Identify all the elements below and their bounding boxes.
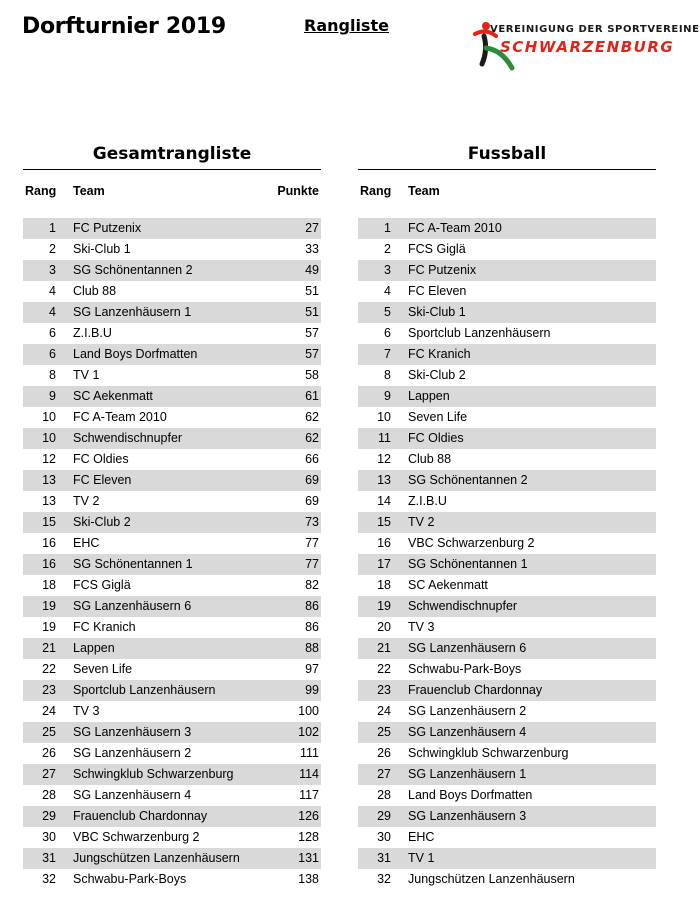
team-cell: Ski-Club 1 [73, 242, 131, 256]
table-row [23, 743, 321, 764]
rank-cell: 9 [49, 389, 56, 403]
rank-cell: 6 [49, 326, 56, 340]
overall-rows [23, 218, 321, 890]
rank-cell: 31 [377, 851, 391, 865]
rank-cell: 19 [42, 620, 56, 634]
rank-cell: 13 [377, 473, 391, 487]
rank-cell: 6 [49, 347, 56, 361]
points-cell: 33 [305, 242, 319, 256]
table-row [23, 407, 321, 428]
table-row [23, 554, 321, 575]
points-cell: 128 [298, 830, 319, 844]
points-cell: 57 [305, 326, 319, 340]
table-row [358, 407, 656, 428]
rank-cell: 31 [42, 851, 56, 865]
points-cell: 138 [298, 872, 319, 886]
team-cell: FC Oldies [73, 452, 129, 466]
table-row [23, 218, 321, 239]
team-cell: Ski-Club 2 [408, 368, 466, 382]
rank-cell: 29 [377, 809, 391, 823]
table-row [358, 470, 656, 491]
team-cell: Sportclub Lanzenhäusern [73, 683, 216, 697]
points-cell: 51 [305, 305, 319, 319]
points-cell: 49 [305, 263, 319, 277]
table-row [358, 281, 656, 302]
table-row [358, 869, 656, 890]
table-row [358, 365, 656, 386]
team-cell: SG Lanzenhäusern 3 [408, 809, 527, 823]
rank-cell: 1 [384, 221, 391, 235]
team-cell: VBC Schwarzenburg 2 [73, 830, 200, 844]
table-row [23, 575, 321, 596]
football-ranking-table [358, 144, 656, 890]
rank-cell: 3 [49, 263, 56, 277]
table-row [358, 785, 656, 806]
points-cell: 62 [305, 410, 319, 424]
team-cell: TV 1 [408, 851, 435, 865]
points-cell: 114 [299, 767, 319, 781]
rank-column-header: Rang [360, 184, 392, 198]
team-cell: SC Aekenmatt [73, 389, 153, 403]
table-row [23, 617, 321, 638]
rank-cell: 8 [384, 368, 391, 382]
team-cell: Seven Life [73, 662, 133, 676]
table-row [358, 554, 656, 575]
rank-cell: 10 [42, 410, 56, 424]
table-row [358, 575, 656, 596]
team-cell: SG Lanzenhäusern 2 [73, 746, 192, 760]
rank-cell: 27 [42, 767, 56, 781]
table-row [358, 428, 656, 449]
team-cell: TV 2 [408, 515, 435, 529]
team-cell: FC Kranich [73, 620, 136, 634]
table-row [23, 302, 321, 323]
table-row [23, 659, 321, 680]
rank-cell: 1 [49, 221, 56, 235]
table-row [358, 743, 656, 764]
table-row [23, 848, 321, 869]
rank-cell: 2 [49, 242, 56, 256]
team-cell: SG Lanzenhäusern 3 [73, 725, 192, 739]
points-cell: 100 [298, 704, 319, 718]
team-cell: Schwingklub Schwarzenburg [73, 767, 234, 781]
rank-cell: 23 [42, 683, 56, 697]
points-cell: 57 [305, 347, 319, 361]
rank-cell: 29 [42, 809, 56, 823]
logo-text-line2: SCHWARZENBURG [500, 38, 675, 56]
rank-cell: 24 [377, 704, 391, 718]
team-cell: TV 1 [73, 368, 100, 382]
table-row [358, 596, 656, 617]
rank-cell: 18 [42, 578, 56, 592]
team-cell: Seven Life [408, 410, 468, 424]
table-row [23, 785, 321, 806]
rank-cell: 19 [377, 599, 391, 613]
team-cell: Frauenclub Chardonnay [408, 683, 543, 697]
football-ranking-title: Fussball [358, 144, 656, 170]
table-row [23, 470, 321, 491]
table-row [23, 281, 321, 302]
points-cell: 73 [305, 515, 319, 529]
page-subtitle: Rangliste [304, 16, 389, 35]
table-row [358, 701, 656, 722]
table-row [358, 848, 656, 869]
team-column-header: Team [73, 184, 105, 198]
table-row [23, 386, 321, 407]
rank-cell: 32 [42, 872, 56, 886]
table-row [23, 596, 321, 617]
team-cell: SG Schönentannen 1 [73, 557, 193, 571]
rank-cell: 8 [49, 368, 56, 382]
table-row [23, 806, 321, 827]
team-cell: TV 3 [408, 620, 435, 634]
points-cell: 77 [305, 536, 319, 550]
team-cell: SG Lanzenhäusern 6 [408, 641, 527, 655]
team-cell: FC Eleven [408, 284, 467, 298]
overall-ranking-table [23, 144, 321, 890]
team-cell: TV 2 [73, 494, 100, 508]
points-cell: 77 [305, 557, 319, 571]
table-row [358, 617, 656, 638]
rank-cell: 16 [42, 536, 56, 550]
table-row [358, 260, 656, 281]
rank-cell: 27 [377, 767, 391, 781]
rank-cell: 5 [384, 305, 391, 319]
table-row [23, 722, 321, 743]
rank-cell: 13 [42, 473, 56, 487]
rank-cell: 12 [42, 452, 56, 466]
rank-cell: 20 [377, 620, 391, 634]
team-cell: Z.I.B.U [73, 326, 112, 340]
points-cell: 69 [305, 473, 319, 487]
rank-cell: 19 [42, 599, 56, 613]
team-cell: EHC [73, 536, 100, 550]
team-cell: Land Boys Dorfmatten [73, 347, 198, 361]
rank-cell: 26 [377, 746, 391, 760]
team-cell: Club 88 [73, 284, 117, 298]
table-row [23, 323, 321, 344]
rank-cell: 28 [377, 788, 391, 802]
rank-cell: 21 [42, 641, 56, 655]
table-row [358, 533, 656, 554]
table-row [23, 239, 321, 260]
rank-cell: 14 [377, 494, 391, 508]
team-column-header: Team [408, 184, 440, 198]
rank-cell: 12 [377, 452, 391, 466]
rank-cell: 22 [42, 662, 56, 676]
rank-cell: 4 [49, 284, 56, 298]
table-row [23, 680, 321, 701]
team-cell: Jungschützen Lanzenhäusern [408, 872, 575, 886]
rank-cell: 6 [384, 326, 391, 340]
table-row [358, 449, 656, 470]
table-row [23, 365, 321, 386]
points-cell: 61 [305, 389, 319, 403]
team-cell: SG Lanzenhäusern 1 [73, 305, 192, 319]
page-title: Dorfturnier 2019 [22, 14, 226, 39]
team-cell: Land Boys Dorfmatten [408, 788, 533, 802]
team-cell: Lappen [408, 389, 450, 403]
points-cell: 111 [299, 746, 319, 760]
points-cell: 82 [305, 578, 319, 592]
team-cell: FC Kranich [408, 347, 471, 361]
table-row [23, 260, 321, 281]
table-row [358, 239, 656, 260]
points-cell: 69 [305, 494, 319, 508]
overall-ranking-title: Gesamtrangliste [23, 144, 321, 170]
points-cell: 88 [305, 641, 319, 655]
table-row [23, 491, 321, 512]
rank-column-header: Rang [25, 184, 57, 198]
table-row [23, 638, 321, 659]
team-cell: SG Lanzenhäusern 4 [408, 725, 527, 739]
rank-cell: 13 [42, 494, 56, 508]
team-cell: Ski-Club 1 [408, 305, 466, 319]
points-cell: 62 [305, 431, 319, 445]
points-cell: 126 [298, 809, 319, 823]
table-row [358, 386, 656, 407]
club-logo [472, 14, 700, 72]
team-cell: Frauenclub Chardonnay [73, 809, 208, 823]
rank-cell: 2 [384, 242, 391, 256]
team-cell: SG Schönentannen 2 [408, 473, 528, 487]
team-cell: Sportclub Lanzenhäusern [408, 326, 551, 340]
table-row [358, 512, 656, 533]
table-row [358, 722, 656, 743]
table-row [358, 827, 656, 848]
table-row [358, 344, 656, 365]
table-row [23, 428, 321, 449]
points-cell: 97 [305, 662, 319, 676]
rank-cell: 23 [377, 683, 391, 697]
table-row [358, 638, 656, 659]
team-cell: FC A-Team 2010 [408, 221, 502, 235]
rank-cell: 16 [42, 557, 56, 571]
rank-cell: 21 [377, 641, 391, 655]
team-cell: SG Schönentannen 2 [73, 263, 193, 277]
rank-cell: 22 [377, 662, 391, 676]
football-rows [358, 218, 656, 890]
table-row [23, 344, 321, 365]
rank-cell: 17 [377, 557, 391, 571]
rank-cell: 4 [49, 305, 56, 319]
team-cell: Schwabu-Park-Boys [73, 872, 187, 886]
points-cell: 102 [298, 725, 319, 739]
rank-cell: 28 [42, 788, 56, 802]
table-row [358, 680, 656, 701]
team-cell: FCS Giglä [408, 242, 466, 256]
points-cell: 58 [305, 368, 319, 382]
table-row [23, 533, 321, 554]
table-row [358, 491, 656, 512]
rank-cell: 15 [42, 515, 56, 529]
table-row [23, 449, 321, 470]
team-cell: SG Lanzenhäusern 6 [73, 599, 192, 613]
rank-cell: 3 [384, 263, 391, 277]
rank-cell: 7 [384, 347, 391, 361]
logo-text-line1: VEREINIGUNG DER SPORTVEREINE [490, 24, 700, 35]
rank-cell: 18 [377, 578, 391, 592]
team-cell: SG Lanzenhäusern 2 [408, 704, 527, 718]
table-row [23, 701, 321, 722]
table-row [23, 764, 321, 785]
team-cell: SG Lanzenhäusern 4 [73, 788, 192, 802]
team-cell: Schwendischnupfer [73, 431, 183, 445]
team-cell: FC Putzenix [73, 221, 142, 235]
team-cell: FCS Giglä [73, 578, 131, 592]
points-cell: 66 [305, 452, 319, 466]
rank-cell: 32 [377, 872, 391, 886]
team-cell: TV 3 [73, 704, 100, 718]
table-row [358, 323, 656, 344]
points-cell: 131 [298, 851, 319, 865]
rank-cell: 24 [42, 704, 56, 718]
table-row [358, 659, 656, 680]
team-cell: Club 88 [408, 452, 452, 466]
rank-cell: 9 [384, 389, 391, 403]
rank-cell: 10 [377, 410, 391, 424]
rank-cell: 10 [42, 431, 56, 445]
table-row [358, 764, 656, 785]
team-cell: VBC Schwarzenburg 2 [408, 536, 535, 550]
table-row [23, 869, 321, 890]
rank-cell: 26 [42, 746, 56, 760]
rank-cell: 15 [377, 515, 391, 529]
team-cell: FC Putzenix [408, 263, 477, 277]
rank-cell: 30 [42, 830, 56, 844]
rank-cell: 25 [42, 725, 56, 739]
team-cell: FC Eleven [73, 473, 132, 487]
team-cell: Schwendischnupfer [408, 599, 518, 613]
team-cell: Schwabu-Park-Boys [408, 662, 522, 676]
team-cell: FC A-Team 2010 [73, 410, 167, 424]
points-cell: 86 [305, 599, 319, 613]
points-cell: 86 [305, 620, 319, 634]
rank-cell: 11 [378, 431, 391, 445]
points-column-header: Punkte [277, 184, 319, 198]
rank-cell: 30 [377, 830, 391, 844]
football-column-headers [358, 184, 656, 210]
table-row [23, 827, 321, 848]
team-cell: FC Oldies [408, 431, 464, 445]
team-cell: SG Schönentannen 1 [408, 557, 528, 571]
overall-column-headers [23, 184, 321, 210]
team-cell: SG Lanzenhäusern 1 [408, 767, 527, 781]
points-cell: 27 [305, 221, 319, 235]
team-cell: Z.I.B.U [408, 494, 447, 508]
points-cell: 51 [305, 284, 319, 298]
points-cell: 99 [305, 683, 319, 697]
table-row [358, 302, 656, 323]
rank-cell: 25 [377, 725, 391, 739]
rank-cell: 16 [377, 536, 391, 550]
table-row [358, 806, 656, 827]
team-cell: Schwingklub Schwarzenburg [408, 746, 569, 760]
team-cell: EHC [408, 830, 435, 844]
team-cell: Jungschützen Lanzenhäusern [73, 851, 240, 865]
table-row [358, 218, 656, 239]
team-cell: Ski-Club 2 [73, 515, 131, 529]
team-cell: SC Aekenmatt [408, 578, 488, 592]
rank-cell: 4 [384, 284, 391, 298]
table-row [23, 512, 321, 533]
team-cell: Lappen [73, 641, 115, 655]
points-cell: 117 [299, 788, 319, 802]
